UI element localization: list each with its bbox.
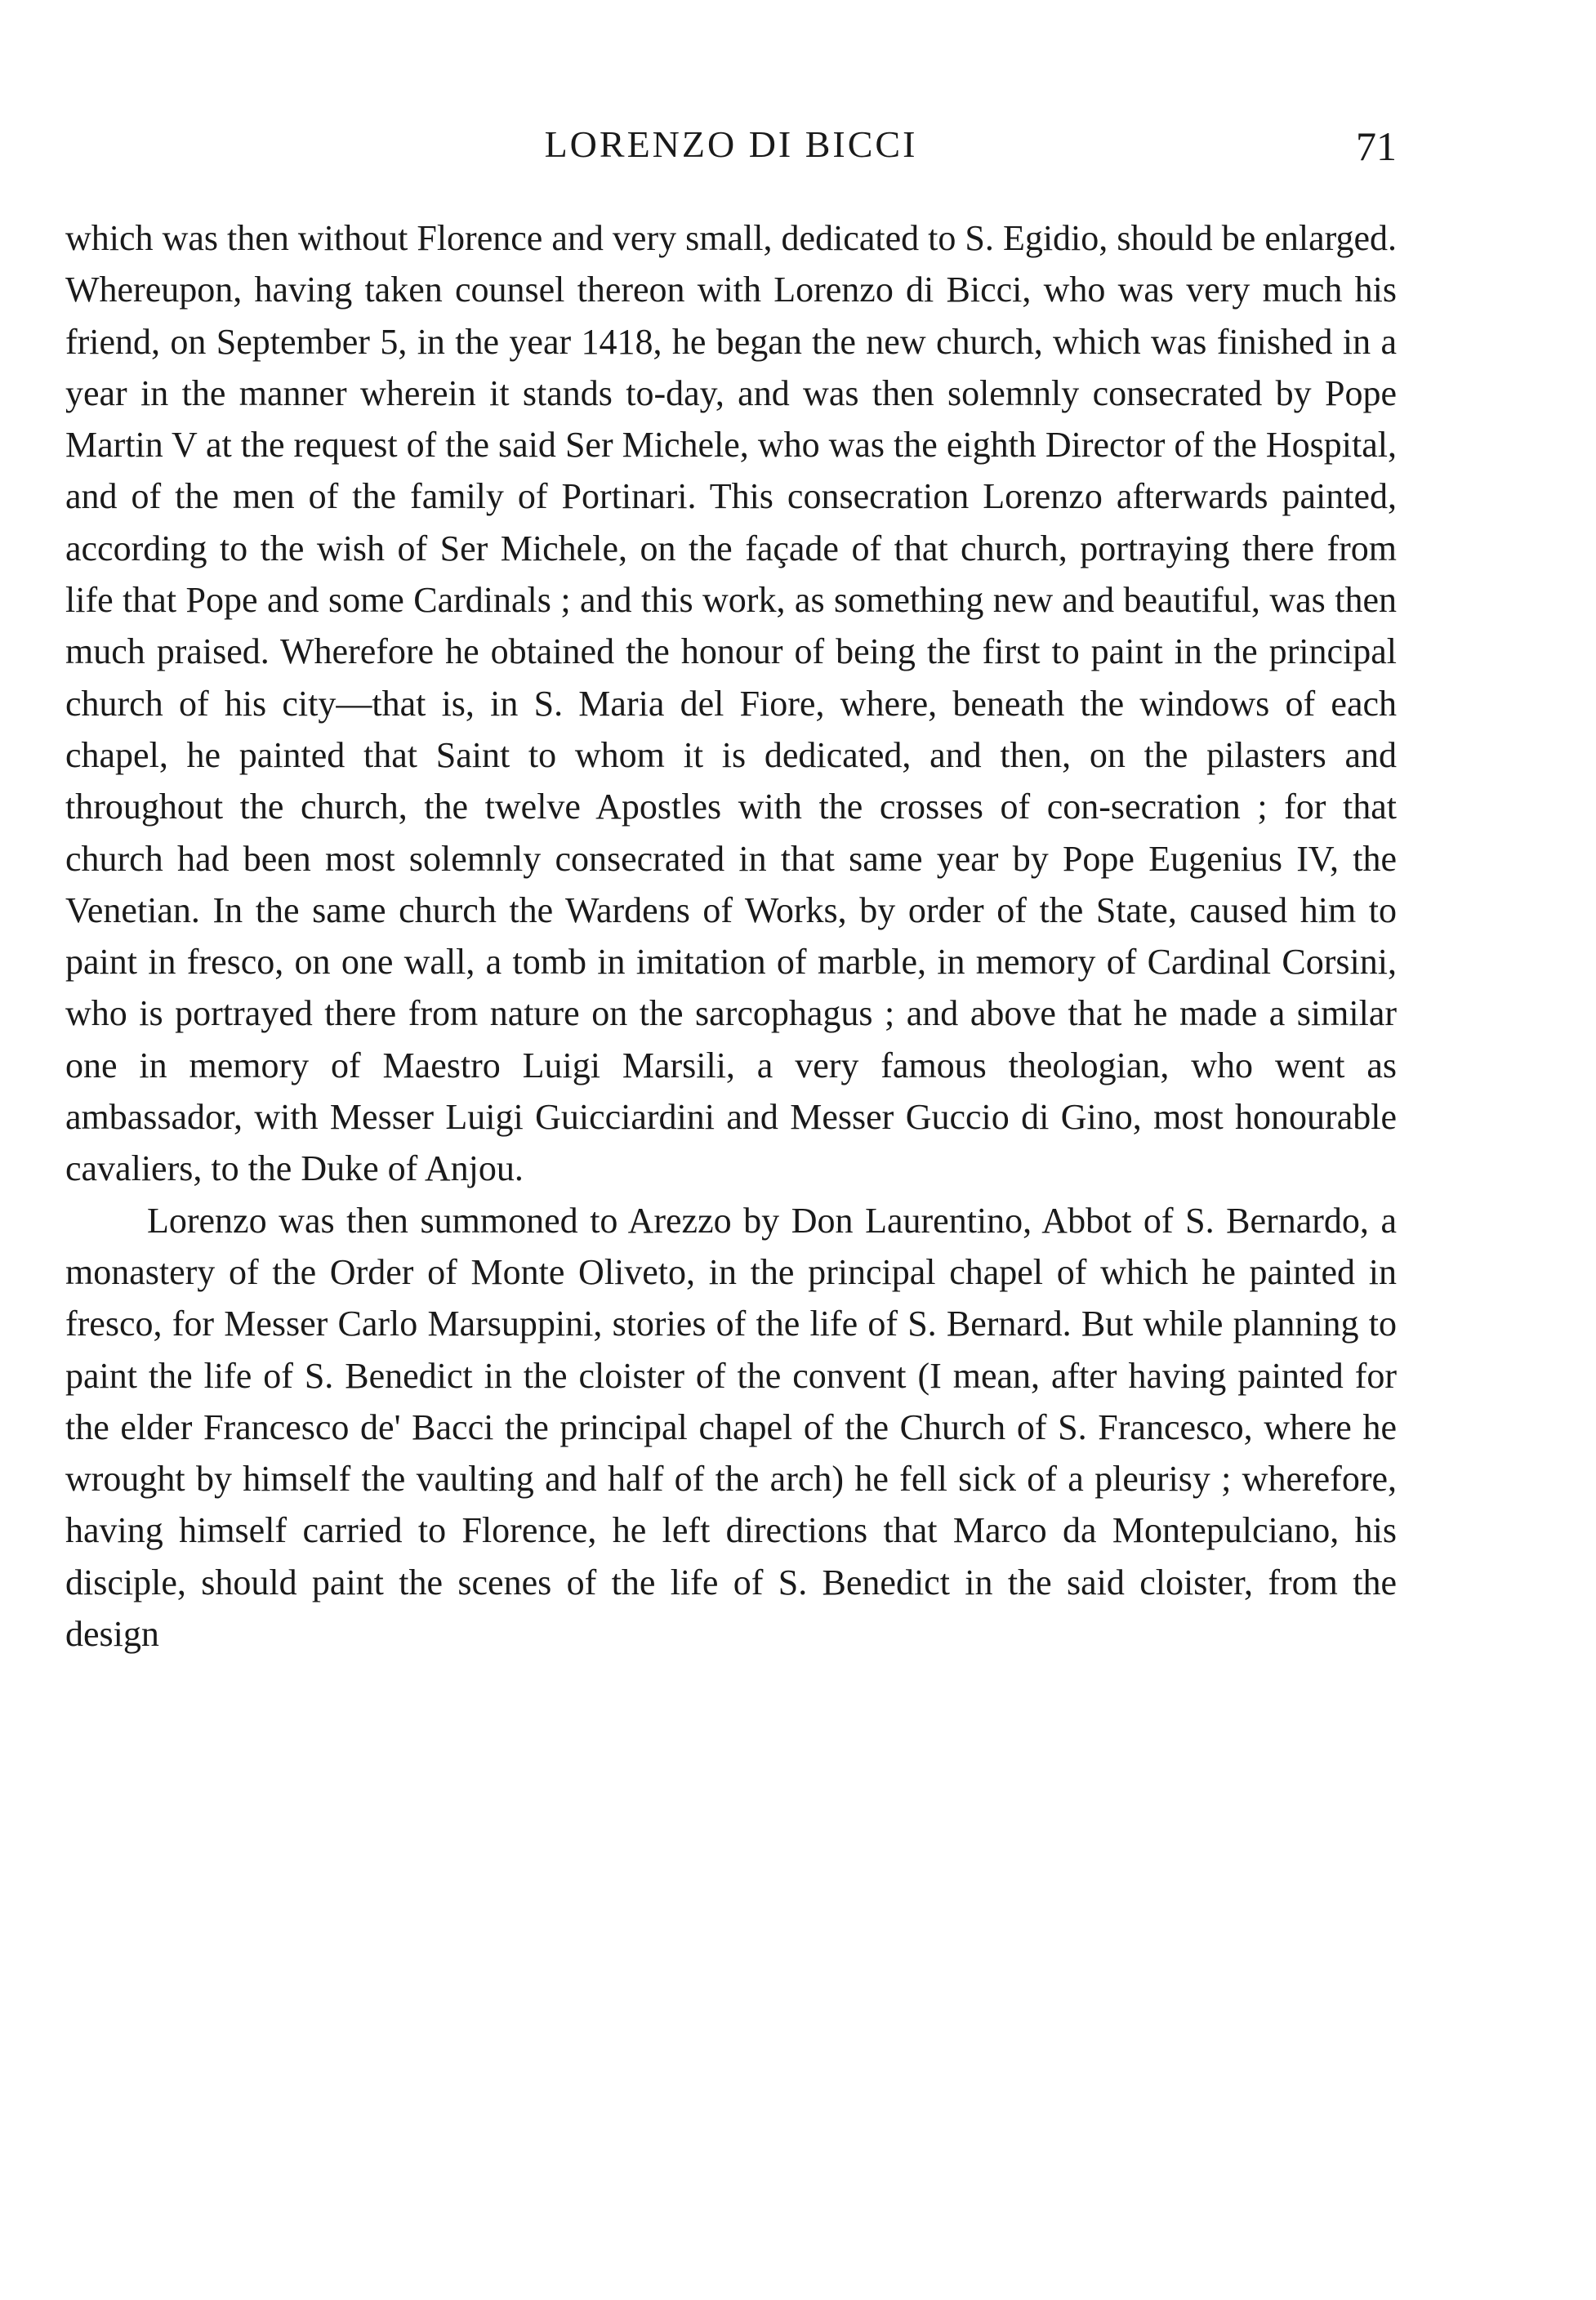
paragraph-2: Lorenzo was then summoned to Arezzo by Don Laurentino, Abbot of S. Bernardo, a monastery of the Order of Monte Oliveto, in the principal chapel of which he painted in fresco, for Messer Carlo Marsuppini, stories of the life of S. Bernard. But while planning to paint the life of S. Benedict in the cloister of the convent (I mean, after having painted for the elder Francesco de' Bacci the principal chapel of the Church of S. Francesco, where he wrought by himself the vaulting and half of the arch) he fell sick of a pleurisy ; wherefore, having himself carried to Florence, he left directions that Marco da Montepulciano, his disciple, should paint the scenes of the life of S. Benedict in the said cloister, from the design: [65, 1200, 1397, 1655]
book-page: [65, 123, 1397, 1660]
paragraph-1: which was then without Florence and very small, dedicated to S. Egidio, should be enlarged. Whereupon, having taken counsel thereon with Lorenzo di Bicci, who was very much his friend, on September 5, in the year 1418, he began the new church, which was finished in a year in the manner wherein it stands to-day, and was then solemnly consecrated by Pope Martin V at the request of the said Ser Michele, who was the eighth Director of the Hospital, and of the men of the family of Portinari. This consecration Lorenzo afterwards painted, according to the wish of Ser Michele, on the façade of that church, portraying there from life that Pope and some Cardinals ; and this work, as something new and beautiful, was then much praised. Wherefore he obtained the honour of being the first to paint in the principal church of his city—that is, in S. Maria del Fiore, where, beneath the windows of each chapel, he painted that Saint to whom it is dedicated, and then, on the pilasters and throughout the church, the twelve Apostles with the crosses of con-secration ; for that church had been most solemnly consecrated in that same year by Pope Eugenius IV, the Venetian. In the same church the Wardens of Works, by order of the State, caused him to paint in fresco, on one wall, a tomb in imitation of marble, in memory of Cardinal Corsini, who is portrayed there from nature on the sarcophagus ; and above that he made a similar one in memory of Maestro Luigi Marsili, a very famous theologian, who went as ambassador, with Messer Luigi Guicciardini and Messer Guccio di Gino, most honourable cavaliers, to the Duke of Anjou.: [65, 218, 1397, 1189]
page-header: [65, 123, 1397, 180]
body-text: [65, 212, 1397, 1660]
running-title: LORENZO DI BICCI: [544, 123, 918, 165]
page-number: 71: [1356, 123, 1397, 169]
